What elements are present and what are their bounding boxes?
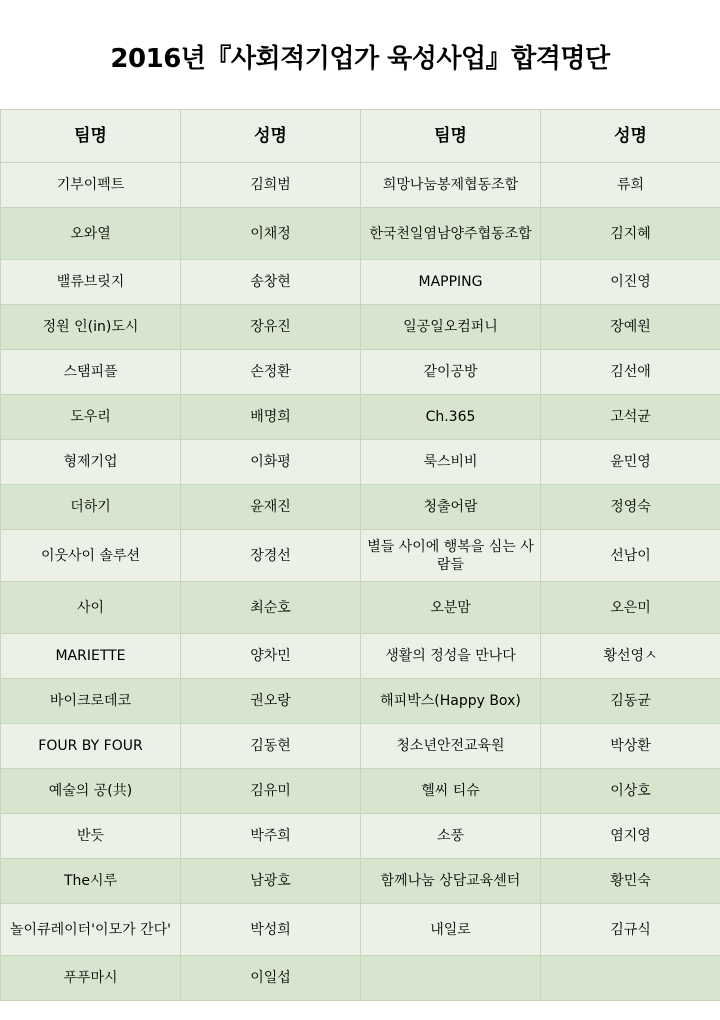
- roster-table: [0, 109, 720, 1001]
- table-row: [1, 582, 720, 634]
- team-cell: 일공일오컴퍼니: [361, 305, 541, 350]
- team-cell: 예술의 공(共): [1, 769, 181, 814]
- name-cell: [541, 956, 720, 1001]
- table-row: [1, 305, 720, 350]
- name-cell: 고석균: [541, 395, 720, 440]
- team-cell: 한국천일염남양주협동조합: [361, 208, 541, 260]
- name-cell: 이채정: [181, 208, 361, 260]
- team-cell: 해피박스(Happy Box): [361, 679, 541, 724]
- name-cell: 김지혜: [541, 208, 720, 260]
- team-cell: 사이: [1, 582, 181, 634]
- table-row: [1, 679, 720, 724]
- team-cell: 이웃사이 솔루션: [1, 530, 181, 582]
- table-row: [1, 859, 720, 904]
- table-row: [1, 163, 720, 208]
- team-cell: 더하기: [1, 485, 181, 530]
- team-cell: 푸푸마시: [1, 956, 181, 1001]
- name-cell: 박상환: [541, 724, 720, 769]
- team-cell: 형제기업: [1, 440, 181, 485]
- table-row: [1, 634, 720, 679]
- team-cell: 바이크로데코: [1, 679, 181, 724]
- header-team-2: 팀명: [361, 110, 541, 163]
- table-row: [1, 350, 720, 395]
- table-row: [1, 904, 720, 956]
- team-cell: 기부이펙트: [1, 163, 181, 208]
- name-cell: 윤재진: [181, 485, 361, 530]
- name-cell: 이상호: [541, 769, 720, 814]
- table-row: [1, 208, 720, 260]
- table-header-row: [1, 110, 720, 163]
- team-cell: 정원 인(in)도시: [1, 305, 181, 350]
- team-cell: 스탬피플: [1, 350, 181, 395]
- table-row: [1, 530, 720, 582]
- name-cell: 손정환: [181, 350, 361, 395]
- team-cell: 청출어람: [361, 485, 541, 530]
- name-cell: 장유진: [181, 305, 361, 350]
- name-cell: 윤민영: [541, 440, 720, 485]
- name-cell: 박성희: [181, 904, 361, 956]
- name-cell: 양차민: [181, 634, 361, 679]
- name-cell: 남광호: [181, 859, 361, 904]
- team-cell: 내일로: [361, 904, 541, 956]
- name-cell: 최순호: [181, 582, 361, 634]
- team-cell: MAPPING: [361, 260, 541, 305]
- table-row: [1, 395, 720, 440]
- team-cell: 놀이큐레이터'이모가 간다': [1, 904, 181, 956]
- name-cell: 김동현: [181, 724, 361, 769]
- name-cell: 김선애: [541, 350, 720, 395]
- team-cell: 같이공방: [361, 350, 541, 395]
- team-cell: 헬씨 티슈: [361, 769, 541, 814]
- team-cell: 청소년안전교육원: [361, 724, 541, 769]
- name-cell: 이화평: [181, 440, 361, 485]
- name-cell: 염지영: [541, 814, 720, 859]
- name-cell: 송창현: [181, 260, 361, 305]
- team-cell: FOUR BY FOUR: [1, 724, 181, 769]
- team-cell: [361, 956, 541, 1001]
- name-cell: 권오랑: [181, 679, 361, 724]
- team-cell: The시루: [1, 859, 181, 904]
- team-cell: 생활의 정성을 만나다: [361, 634, 541, 679]
- table-body: [1, 163, 720, 1001]
- name-cell: 황민숙: [541, 859, 720, 904]
- name-cell: 배명희: [181, 395, 361, 440]
- header-name-2: 성명: [541, 110, 720, 163]
- name-cell: 이일섭: [181, 956, 361, 1001]
- name-cell: 장경선: [181, 530, 361, 582]
- team-cell: 별들 사이에 행복을 심는 사람들: [361, 530, 541, 582]
- team-cell: 오와열: [1, 208, 181, 260]
- name-cell: 박주희: [181, 814, 361, 859]
- team-cell: 도우리: [1, 395, 181, 440]
- table-row: [1, 769, 720, 814]
- name-cell: 황선영ㅅ: [541, 634, 720, 679]
- team-cell: 함께나눔 상담교육센터: [361, 859, 541, 904]
- name-cell: 이진영: [541, 260, 720, 305]
- name-cell: 김규식: [541, 904, 720, 956]
- team-cell: 소풍: [361, 814, 541, 859]
- team-cell: Ch.365: [361, 395, 541, 440]
- team-cell: MARIETTE: [1, 634, 181, 679]
- name-cell: 장예원: [541, 305, 720, 350]
- page-title: 2016년『사회적기업가 육성사업』합격명단: [110, 44, 610, 74]
- table-row: [1, 956, 720, 1001]
- table-row: [1, 440, 720, 485]
- name-cell: 선남이: [541, 530, 720, 582]
- header-name-1: 성명: [181, 110, 361, 163]
- team-cell: 반듯: [1, 814, 181, 859]
- team-cell: 밸류브릿지: [1, 260, 181, 305]
- name-cell: 오은미: [541, 582, 720, 634]
- header-team-1: 팀명: [1, 110, 181, 163]
- table-row: [1, 485, 720, 530]
- team-cell: 룩스비비: [361, 440, 541, 485]
- team-cell: 희망나눔봉제협동조합: [361, 163, 541, 208]
- name-cell: 정영숙: [541, 485, 720, 530]
- table-row: [1, 814, 720, 859]
- table-row: [1, 260, 720, 305]
- name-cell: 김희범: [181, 163, 361, 208]
- team-cell: 오분맘: [361, 582, 541, 634]
- table-row: [1, 724, 720, 769]
- name-cell: 김유미: [181, 769, 361, 814]
- name-cell: 류희: [541, 163, 720, 208]
- name-cell: 김동균: [541, 679, 720, 724]
